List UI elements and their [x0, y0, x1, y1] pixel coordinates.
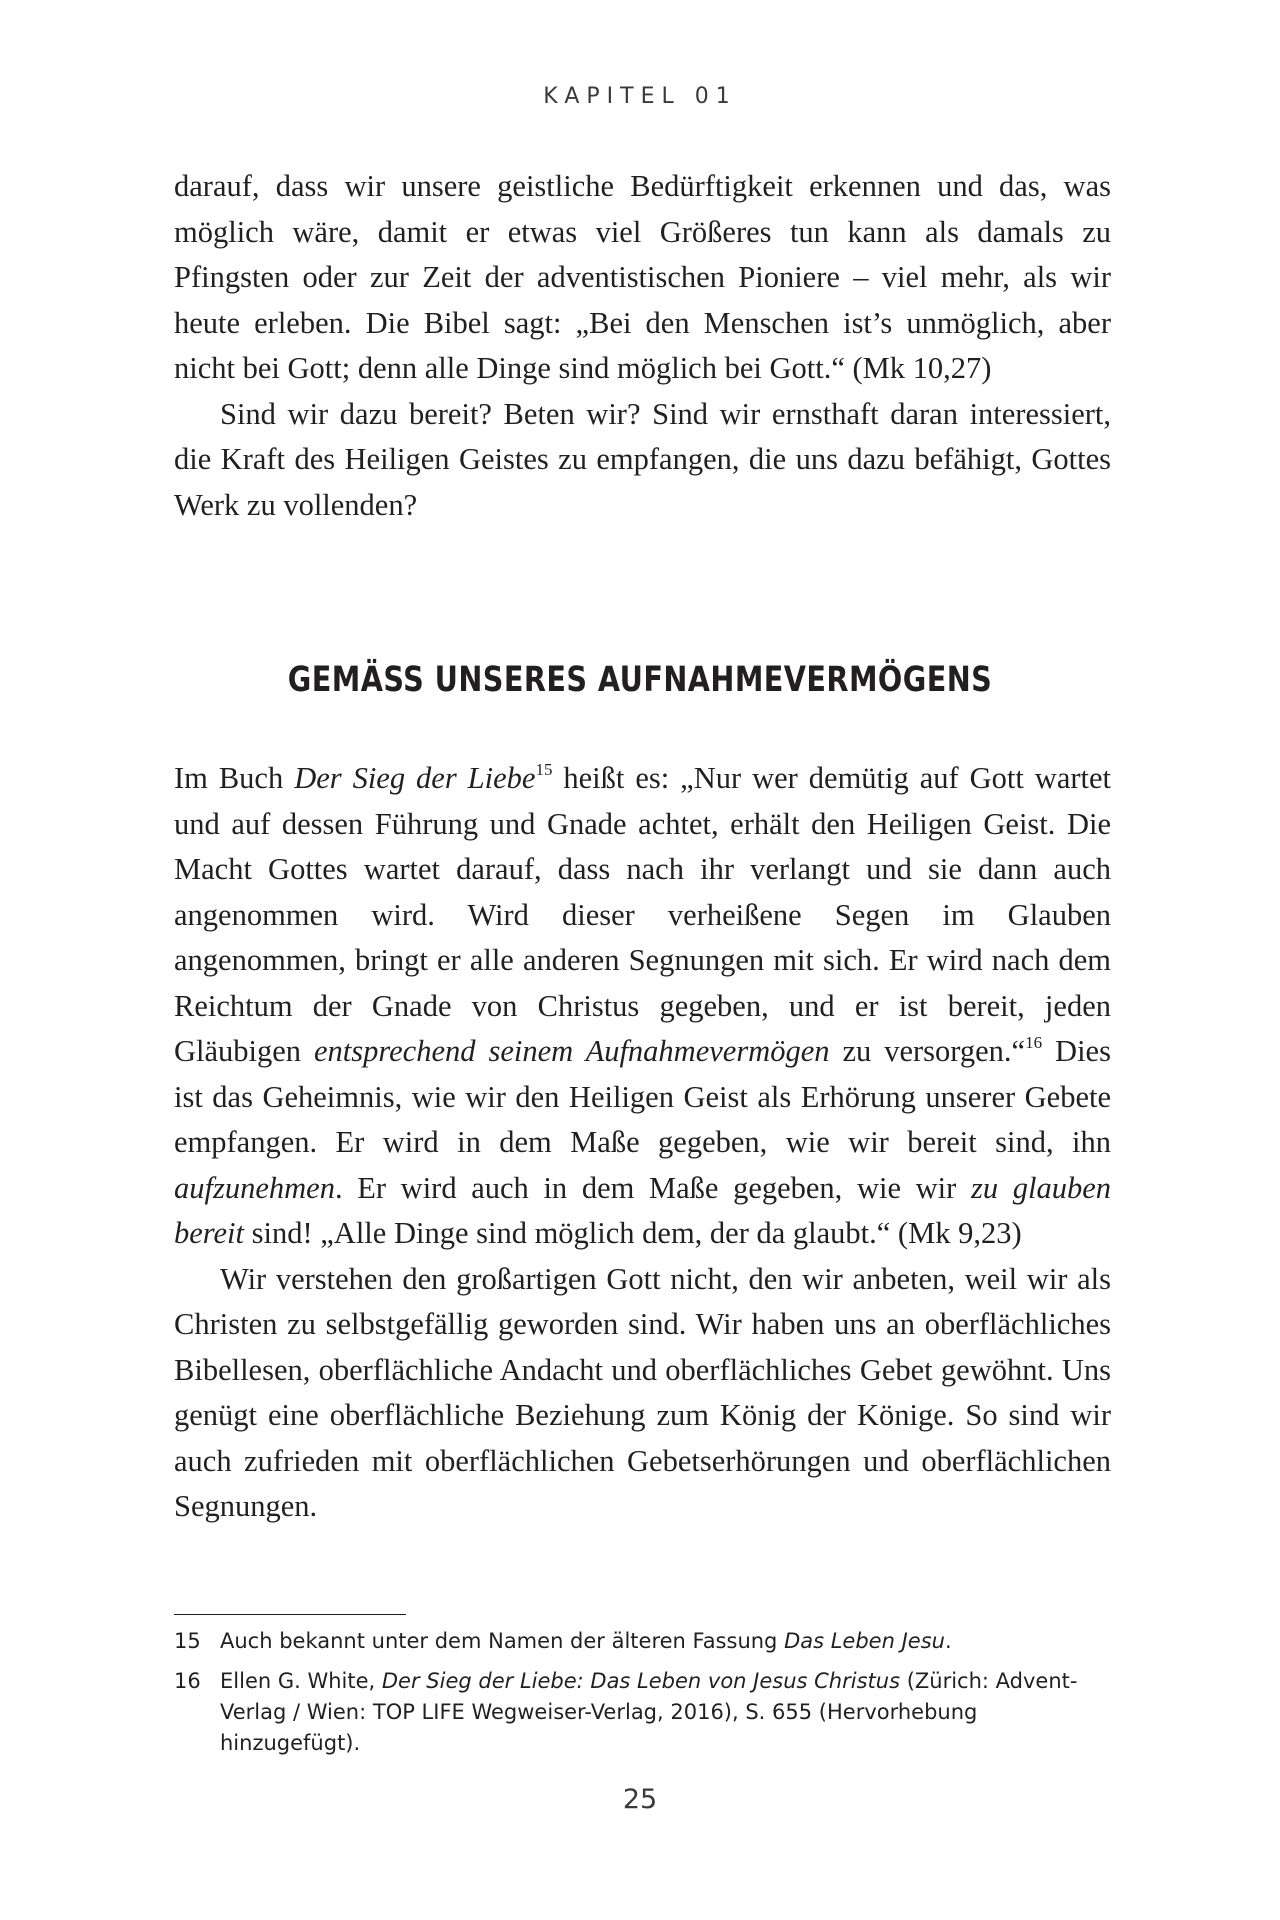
paragraph: Sind wir dazu bereit? Beten wir? Sind wir ernsthaft daran interessiert, die Kraft des Heiligen Geistes zu empfangen, die uns dazu befähigt, Gottes Werk zu vollenden?: [174, 396, 1111, 522]
paragraph: Wir verstehen den großartigen Gott nicht, den wir anbeten, weil wir als Christen zu selbstgefällig geworden sind. Wir haben uns an oberflächliches Bibellesen, oberflächliche Andacht und oberflächliches Gebet gewöhnt. Uns genügt eine oberflächliche Beziehung zum König der Könige. So sind wir auch zufrieden mit oberflächlichen Gebetserhörungen und oberflächlichen Segnungen.: [174, 1261, 1111, 1523]
emphasis: aufzunehmen: [174, 1170, 335, 1205]
footnote: [174, 1626, 1111, 1657]
text-run: Auch bekannt unter dem Namen der älteren Fassung: [220, 1629, 785, 1653]
footnote-number: 16: [174, 1669, 201, 1693]
section-heading: GEMÄSS UNSERES AUFNAHMEVERMÖGENS: [287, 660, 993, 700]
emphasis: entsprechend seinem Aufnahmevermögen: [314, 1034, 830, 1068]
text-run: Dies ist das Geheimnis, wie wir den Heiligen Geist als Erhörung unserer Gebete empfangen. Er wird in dem Maße gegeben, wie wir bereit sind, ihn: [174, 1034, 1111, 1159]
text-run: sind! „Alle Dinge sind möglich dem, der da glaubt.“ (Mk 9,23): [244, 1216, 1022, 1250]
text-run: Ellen G. White,: [220, 1669, 382, 1693]
emphasis: zu glauben bereit: [174, 1170, 1111, 1250]
book-title: Das Leben Jesu: [784, 1629, 945, 1653]
paragraph: [174, 756, 1111, 1257]
footnote-ref: 16: [1025, 1033, 1043, 1052]
page-number: 25: [622, 1784, 658, 1815]
body-text-block-2: [174, 756, 1111, 1530]
paragraph: darauf, dass wir unsere geistliche Bedürftigkeit erkennen und das, was möglich wäre, damit er etwas viel Größeres tun kann als damals zu Pfingsten oder zur Zeit der adventistischen Pioniere – viel mehr, als wir heute erleben. Die Bibel sagt: „Bei den Menschen ist’s unmöglich, aber nicht bei Gott; denn alle Dinge sind möglich bei Gott.“ (Mk 10,27): [174, 169, 1111, 385]
footnote-number: 15: [174, 1629, 201, 1653]
text-run: heißt es: „Nur wer demütig auf Gott wartet und auf dessen Führung und Gnade achtet, erhält den Heiligen Geist. Die Macht Gottes wartet darauf, dass nach ihr verlangt und sie dann auch angenommen wird. Wird dieser verheißene Segen im Glauben angenommen, bringt er alle anderen Segnungen mit sich. Er wird nach dem Reichtum der Gnade von Christus gegeben, und er ist bereit, jeden Gläubigen: [174, 761, 1111, 1068]
book-title: Der Sieg der Liebe: Das Leben von Jesus Christus: [381, 1669, 901, 1693]
footnotes: [174, 1626, 1111, 1768]
text-run: . Er wird auch in dem Maße gegeben, wie wir: [334, 1170, 971, 1205]
footnote: [174, 1666, 1111, 1759]
footnote-text: [220, 1666, 1111, 1759]
text-run: Im Buch: [174, 761, 295, 795]
body-text-block-1: [174, 164, 1111, 528]
text-run: (Zürich: Advent-Verlag / Wien: TOP LIFE Wegweiser-Verlag, 2016), S. 655 (Hervorhebung hinzugefügt).: [220, 1669, 1078, 1755]
text-run: zu versorgen.“: [829, 1034, 1026, 1068]
footnote-divider: [174, 1614, 406, 1615]
footnote-text: [220, 1626, 1111, 1657]
text-run: .: [944, 1629, 952, 1653]
footnote-ref: 15: [535, 760, 553, 779]
running-head: KAPITEL 01: [543, 84, 737, 109]
book-title: Der Sieg der Liebe: [294, 761, 536, 795]
